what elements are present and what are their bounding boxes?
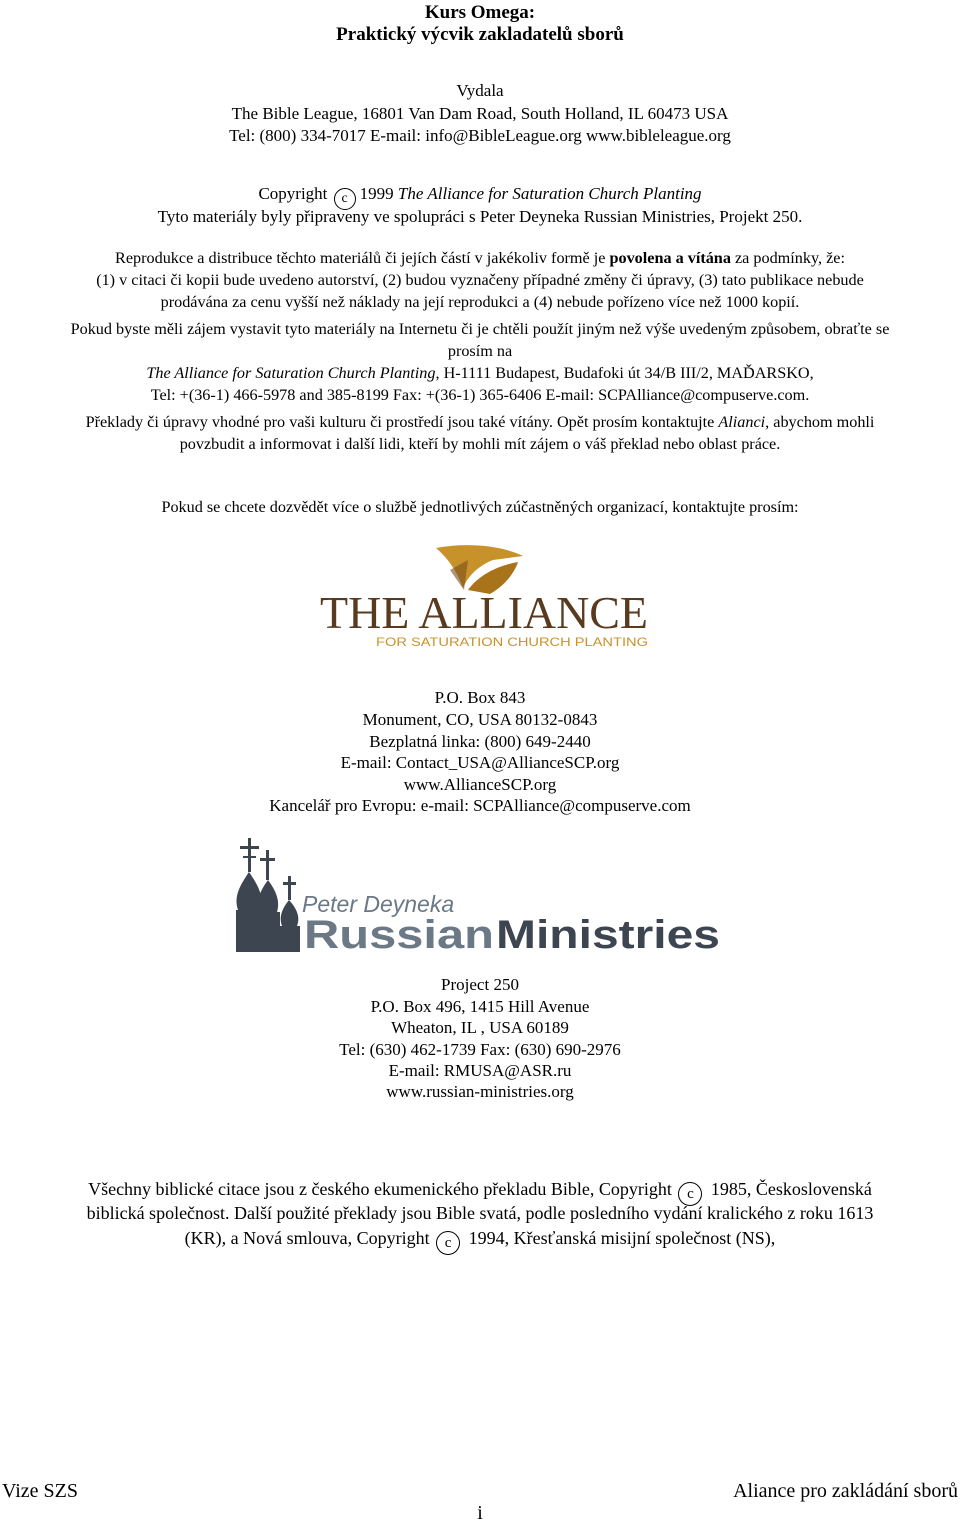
- alliance-logo: [318, 540, 652, 660]
- translations-line-1: [0, 413, 960, 432]
- bible-copyright-symbol-2: c: [436, 1231, 460, 1255]
- title-line-1: Kurs Omega:: [424, 2, 536, 23]
- reproduction-line-2: (1) v citaci či kopii bude uvedeno autorství, (2) budou vyznačeny případné změny či úpravy, (3) tato publikace nebude: [96, 271, 864, 289]
- publisher-label: Vydala: [456, 81, 504, 100]
- bible-text-d: 1994, Křesťanská misijní společnost (NS),: [468, 1228, 776, 1248]
- pdrm-line-6: www.russian-ministries.org: [386, 1082, 574, 1101]
- reproduction-line-3: prodávána za cenu vyšší než náklady na její reprodukci a (4) nebude pořízeno více než 1000 kopií.: [160, 293, 800, 311]
- page-number: i: [477, 1502, 483, 1524]
- alliance-line-6: Kancelář pro Evropu: e-mail: SCPAlliance@compuserve.com: [269, 796, 691, 815]
- contact-intro: Pokud se chcete dozvědět více o službě jednotlivých zúčastněných organizací, kontaktujte prosím:: [161, 498, 799, 516]
- bible-line-3: [0, 1228, 960, 1255]
- bible-line-1: [0, 1179, 960, 1206]
- translations-line-2: povzbudit a informovat i další lidi, kteří by mohli mít zájem o váš překlad nebo oblast práce.: [179, 435, 781, 453]
- alliance-address: , H-1111 Budapest, Budafoki út 34/B III/2, MAĎARSKO,: [435, 364, 814, 382]
- translations-text-b: , abychom mohli: [765, 413, 875, 431]
- pdrm-logo-line1: Peter Deyneka: [302, 891, 455, 917]
- pdrm-logo-ministries: Ministries: [496, 913, 720, 956]
- copyright-org: The Alliance for Saturation Church Planting: [397, 184, 702, 203]
- bible-text-b: 1985, Československá: [710, 1179, 872, 1199]
- title-line-2: Praktický výcvik zakladatelů sborů: [336, 24, 624, 45]
- alliance-logo-graphic: [318, 540, 652, 660]
- alliance-name: The Alliance for Saturation Church Planting: [146, 364, 436, 382]
- reproduction-bold: povolena a vítána: [609, 249, 731, 267]
- copyright-symbol: c: [334, 188, 356, 210]
- translations-text-a: Překlady či úpravy vhodné pro vaši kulturu či prostředí jsou také vítány. Opět prosím kontaktujte: [85, 413, 719, 431]
- alliance-line-1: P.O. Box 843: [434, 688, 526, 707]
- bible-line-2: biblická společnost. Další použité překlady jsou Bible svatá, podle posledního vydání kralického z roku 1613: [86, 1203, 874, 1223]
- copyright-prefix: Copyright: [258, 184, 328, 203]
- pdrm-line-4: Tel: (630) 462-1739 Fax: (630) 690-2976: [339, 1040, 621, 1059]
- bible-copyright-symbol-1: c: [678, 1182, 702, 1206]
- alliance-line-5: www.AllianceSCP.org: [403, 775, 557, 794]
- pdrm-line-5: E-mail: RMUSA@ASR.ru: [388, 1061, 572, 1080]
- bible-text-a: Všechny biblické citace jsou z českého ekumenického překladu Bible, Copyright: [88, 1179, 672, 1199]
- translations-italic: Alianci: [718, 413, 766, 431]
- alliance-logo-main: THE ALLIANCE: [320, 587, 648, 638]
- alliance-line-2: Monument, CO, USA 80132-0843: [362, 710, 598, 729]
- pdrm-line-2: P.O. Box 496, 1415 Hill Avenue: [370, 997, 590, 1016]
- pdrm-logo-russian: Russian: [304, 913, 494, 956]
- alliance-line-4: E-mail: Contact_USA@AllianceSCP.org: [340, 753, 620, 772]
- publisher-contact: Tel: (800) 334-7017 E-mail: info@BibleLeague.org www.bibleleague.org: [229, 126, 731, 145]
- pdrm-logo-graphic: [232, 836, 724, 956]
- alliance-line-3: Bezplatná linka: (800) 649-2440: [369, 732, 591, 751]
- pdrm-line-3: Wheaton, IL , USA 60189: [391, 1018, 569, 1037]
- bible-text-c: (KR), a Nová smlouva, Copyright: [184, 1228, 430, 1248]
- church-dome-icon: [236, 838, 300, 952]
- internet-line-3: [0, 364, 960, 383]
- internet-line-2: prosím na: [447, 342, 513, 360]
- footer-right: Aliance pro zakládání sborů: [733, 1480, 958, 1502]
- copyright-year: 1999: [359, 184, 398, 203]
- alliance-logo-sub: FOR SATURATION CHURCH PLANTING: [376, 635, 648, 649]
- footer-left: Vize SZS: [2, 1480, 79, 1502]
- reproduction-line-1: [0, 249, 960, 268]
- publisher-address: The Bible League, 16801 Van Dam Road, South Holland, IL 60473 USA: [231, 104, 729, 123]
- internet-line-4: Tel: +(36-1) 466-5978 and 385-8199 Fax: +(36-1) 365-6406 E-mail: SCPAlliance@compuserve.com.: [150, 386, 810, 404]
- reproduction-text-a: Reprodukce a distribuce těchto materiálů či jejích částí v jakékoliv formě je: [115, 249, 610, 267]
- pdrm-logo: [232, 836, 724, 956]
- pdrm-line-1: Project 250: [441, 975, 519, 994]
- copyright-note: Tyto materiály byly připraveny ve spolupráci s Peter Deyneka Russian Ministries, Projekt 250.: [157, 207, 803, 226]
- reproduction-text-b: za podmínky, že:: [730, 249, 845, 267]
- internet-line-1: Pokud byste měli zájem vystavit tyto materiály na Internetu či je chtěli použít jiným než výše uvedeným způsobem, obraťte se: [70, 320, 890, 338]
